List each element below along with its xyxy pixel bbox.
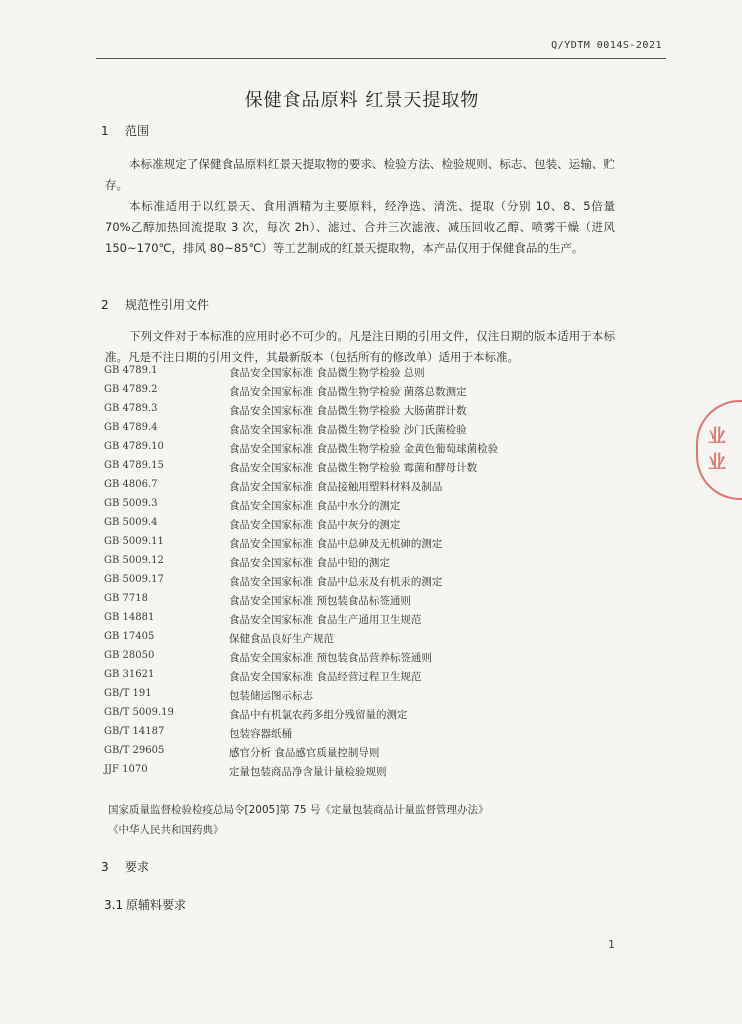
section-3-heading [101,858,149,875]
reference-code: GB 4806.7 [104,479,158,490]
section-3-title: 要求 [125,860,150,874]
reference-code: GB 4789.3 [104,403,158,414]
reference-code: GB 17405 [104,631,155,642]
reference-name: 食品中有机氯农药多组分残留量的测定 [229,709,408,721]
reference-name: 食品安全国家标准 食品微生物学检验 霉菌和酵母计数 [229,462,478,474]
reference-code: GB 5009.12 [104,555,164,566]
reference-code: GB 14881 [104,612,155,623]
reference-code: JJF 1070 [104,764,148,775]
reference-code: GB 4789.15 [104,460,164,471]
reference-name: 食品安全国家标准 食品微生物学检验 菌落总数测定 [229,386,467,398]
reference-name: 定量包装商品净含量计量检验规则 [229,766,387,778]
reference-name: 食品安全国家标准 食品中水分的测定 [229,500,401,512]
reference-name: 食品安全国家标准 食品微生物学检验 金黄色葡萄球菌检验 [229,443,499,455]
section-1-number: 1 [101,124,109,138]
seal-text-2: 业 [708,452,726,473]
reference-code: GB 4789.10 [104,441,164,452]
reference-name: 食品安全国家标准 食品微生物学检验 总则 [229,367,425,379]
reference-name: 食品安全国家标准 食品中总砷及无机砷的测定 [229,538,443,550]
seal-text-1: 业 [708,426,726,447]
reference-code: GB/T 191 [104,688,152,699]
reference-name: 食品安全国家标准 食品微生物学检验 沙门氏菌检验 [229,424,467,436]
section-2-intro: 下列文件对于本标准的应用时必不可少的。凡是注日期的引用文件，仅注日期的版本适用于本标准。凡是不注日期的引用文件，其最新版本（包括所有的修改单）适用于本标准。 [105,329,615,364]
reference-code: GB/T 5009.19 [104,707,174,718]
reference-code: GB 4789.2 [104,384,158,395]
reference-name: 食品安全国家标准 食品中总汞及有机汞的测定 [229,576,443,588]
reference-code: GB 28050 [104,650,155,661]
section-2-heading [101,296,209,313]
reference-code: GB 31621 [104,669,155,680]
reference-name: 保健食品良好生产规范 [229,633,334,645]
section-1-title: 范围 [125,124,150,138]
section-1-paragraph-2: 本标准适用于以红景天、食用酒精为主要原料，经净选、清洗、提取（分别 10、8、5倍量 70%乙醇加热回流提取 3 次，每次 2h）、滤过、合并三次滤液、减压回收乙醇、喷雾干燥（进风 150~170℃，排风 80~85℃）等工艺制成的红景天提取物，本产品仅用于保健食品的生产。 [105,199,615,255]
reference-name: 食品安全国家标准 食品中铅的测定 [229,557,390,569]
reference-code: GB 5009.17 [104,574,164,585]
company-seal-stamp [696,400,742,500]
reference-pharmacopoeia: 《中华人民共和国药典》 [108,824,224,836]
section-2-number: 2 [101,298,109,312]
reference-name: 食品安全国家标准 预包装食品营养标签通则 [229,652,432,664]
section-3-number: 3 [101,860,109,874]
standard-code: Q/YDTM 0014S-2021 [551,40,662,51]
reference-name: 感官分析 食品感官质量控制导则 [229,747,380,759]
reference-code: GB/T 29605 [104,745,165,756]
reference-name: 食品安全国家标准 食品生产通用卫生规范 [229,614,422,626]
reference-code: GB 5009.3 [104,498,158,509]
reference-name: 包装容器纸桶 [229,728,292,740]
subsection-3-1-number: 3.1 [104,898,124,912]
reference-name: 食品安全国家标准 食品微生物学检验 大肠菌群计数 [229,405,467,417]
page-number: 1 [608,938,615,951]
section-2-title: 规范性引用文件 [125,298,210,312]
section-1-heading [101,122,149,139]
document-title: 保健食品原料 红景天提取物 [244,90,480,111]
reference-code: GB 4789.4 [104,422,158,433]
reference-code: GB 7718 [104,593,148,604]
subsection-3-1-title: 原辅料要求 [126,898,187,912]
reference-code: GB 4789.1 [104,365,158,376]
reference-name: 包装储运图示标志 [229,690,313,702]
subsection-3-1-heading [104,896,186,913]
reference-name: 食品安全国家标准 预包装食品标签通则 [229,595,411,607]
reference-regulation: 国家质量监督检验检疫总局令[2005]第 75 号《定量包装商品计量监督管理办法》 [108,804,489,816]
reference-name: 食品安全国家标准 食品接触用塑料材料及制品 [229,481,443,493]
header-rule [96,58,666,59]
reference-code: GB 5009.11 [104,536,164,547]
section-1-paragraph-1: 本标准规定了保健食品原料红景天提取物的要求、检验方法、检验规则、标志、包装、运输、贮存。 [105,157,615,192]
reference-code: GB 5009.4 [104,517,158,528]
reference-name: 食品安全国家标准 食品经营过程卫生规范 [229,671,422,683]
reference-code: GB/T 14187 [104,726,165,737]
reference-name: 食品安全国家标准 食品中灰分的测定 [229,519,401,531]
